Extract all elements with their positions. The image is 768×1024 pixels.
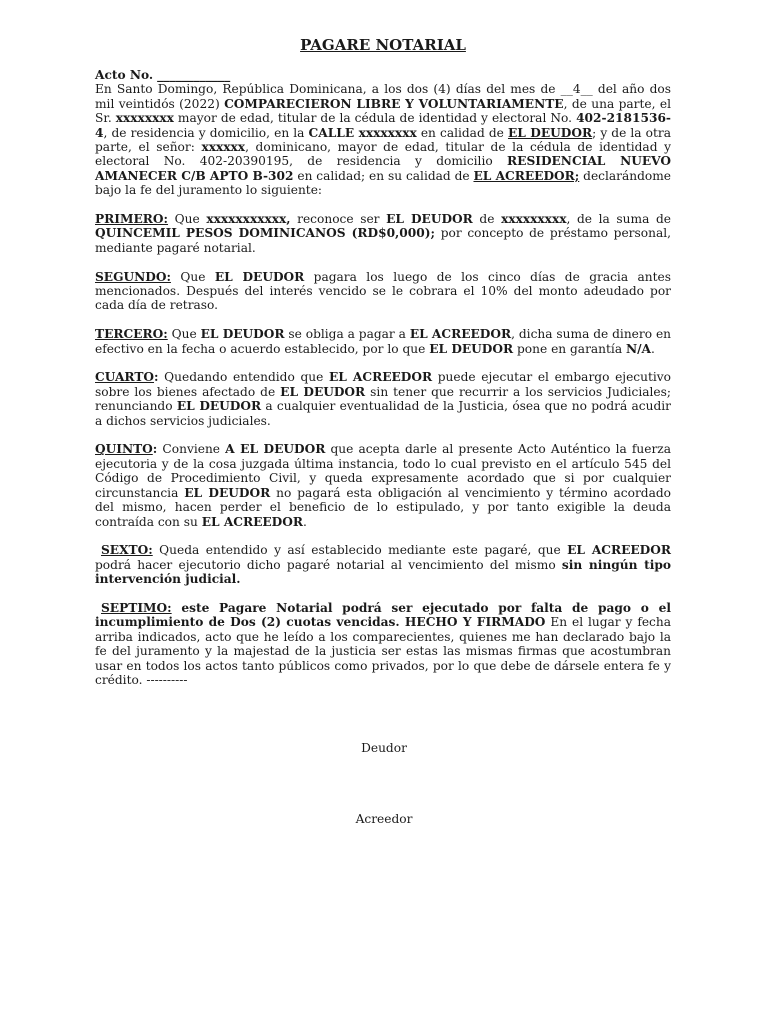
clause-bold: QUINCEMIL PESOS DOMINICANOS (RD$0,000); [95,226,435,241]
clause-bold: EL ACREEDOR [201,514,303,529]
intro-bold: xxxxxxxx [115,111,174,126]
clause-text: reconoce ser [290,212,387,227]
clause-bold: EL DEUDOR [184,485,271,500]
clause-text: por concepto de préstamo personal, mediante pagaré notarial. [95,226,671,255]
clause-bold: EL DEUDOR [280,384,366,399]
clause-bold: EL DEUDOR [214,269,305,284]
intro-text: en calidad de [416,125,508,140]
clause-heading: SEGUNDO: [95,269,171,284]
clause-colon: : [154,370,159,385]
intro-text: declarándome bajo la fe del juramento lo siguiente: [95,168,671,198]
intro-text: en calidad; en su calidad de [293,168,474,183]
clause-text: no pagará esta obligación al vencimiento y término acordado del mismo, hacen perder el beneficio de lo estipulado, y por tanto exigible la deuda contraída con su [95,485,671,529]
intro-text: mayor de edad, titular de la cédula de identidad y electoral No. [173,111,577,126]
clause-heading: QUINTO [95,442,153,457]
signature-acreedor: Acreedor [355,812,413,826]
intro-text: En Santo Domingo, República Dominicana, a los dos (4) días del mes de __4__ del año dos mil veintidós (2022) [95,82,671,111]
intro-bold: CALLE xxxxxxxx [308,125,417,140]
clause-bold: EL DEUDOR [200,327,285,342]
clause-quinto [95,442,671,528]
intro-text: ; y de la otra parte, el señor: [95,125,671,155]
clause-text: Que [170,269,215,284]
clause-text: podrá hacer ejecutorio dicho pagaré notarial al vencimiento del mismo [95,557,562,572]
intro-bold: RESIDENCIAL NUEVO AMANECER C/B APTO B-302 [95,154,671,183]
clause-bold: A EL DEUDOR [225,442,326,457]
intro-bold-underline: EL DEUDOR [507,125,593,140]
clause-bold: xxxxxxxxx [501,212,567,227]
clause-tercero [95,327,671,356]
clause-bold: EL DEUDOR [386,212,473,227]
clause-bold: N/A [625,341,652,356]
clause-heading: SEPTIMO: [101,600,172,615]
acto-line [95,68,671,82]
clause-text: . [303,514,307,529]
intro-text: , de una parte, el Sr. [95,96,671,126]
clause-text: , dicha suma de dinero en efectivo en la fecha o acuerdo establecido, por lo que [95,327,671,356]
clause-bold: xxxxxxxxxxx, [206,212,291,227]
clause-septimo [95,601,671,687]
clause-segundo [95,270,671,313]
clause-text: de [472,212,502,227]
signature-deudor: Deudor [361,741,407,755]
clause-text: se obliga a pagar a [284,327,410,342]
clause-bold: EL ACREEDOR [567,543,671,558]
clause-bold: EL DEUDOR [176,399,262,414]
clause-text: En el lugar y fecha arriba indicados, acto que he leído a los comparecientes, quienes me han declarado bajo la fe del juramento y la majestad de la justicia ser estas las mismas firmas que acostumbran usar en todos los actos tanto públicos como privados, por lo que debe de dársele entera fe y crédito. ---------- [95,615,671,687]
clause-text: , de la suma de [566,212,671,227]
clause-bold: EL ACREEDOR [409,327,512,342]
clause-sexto [95,543,671,586]
clause-heading: PRIMERO: [95,212,169,227]
clause-bold: EL ACREEDOR [329,370,433,385]
acto-label: Acto No. [95,68,154,82]
clause-primero [95,212,671,255]
intro-bold-underline: EL ACREEDOR; [473,168,580,183]
clause-text: Conviene [157,442,226,457]
clause-cuarto [95,370,671,428]
clause-text: Queda entendido y así establecido mediante este pagaré, que [152,543,568,558]
clause-bold: EL DEUDOR [429,341,514,356]
clause-text: Que [168,212,207,227]
intro-bold: 402-2181536-4 [95,111,671,140]
clause-text: puede ejecutar el embargo ejecutivo sobre los bienes afectado de [95,370,671,399]
clause-text: Que [167,327,201,342]
intro-bold: COMPARECIERON LIBRE Y VOLUNTARIAMENTE [224,96,564,111]
intro-bold: xxxxxx [201,140,246,155]
clause-heading: TERCERO: [95,327,168,342]
document-title: PAGARE NOTARIAL [300,36,466,54]
clause-bold: este Pagare Notarial podrá ser ejecutado por falta de pago o el incumplimiento de Dos (2) cuotas vencidas. HECHO Y FIRMADO [95,600,671,630]
acto-blank: ____________ [157,68,231,82]
intro-text: , de residencia y domicilio, en la [103,125,309,140]
clause-text: . [651,341,655,356]
clause-text: pone en garantía [513,341,626,356]
clause-bold: sin ningún tipo intervención judicial. [95,557,671,587]
clause-text: sin tener que recurrir a los servicios Judiciales; renunciando [95,384,671,414]
intro-text: , dominicano, mayor de edad, titular de la cédula de identidad y electoral No. 402-20390195, de residencia y domicilio [95,140,672,169]
clause-text: que acepta darle al presente Acto Auténtico la fuerza ejecutoria y de la cosa juzgada última instancia, todo lo cual previsto en el artículo 545 del Código de Procedimiento Civil, y queda expresamente acordado que si por cualquier circunstancia [95,442,671,500]
clause-text: pagara los luego de los cinco días de gracia antes mencionados. Después del interés vencido se le cobrara el 10% del monto adeudado por cada día de retraso. [95,269,671,313]
clause-text: a cualquier eventualidad de la Justicia, ósea que no podrá acudir a dichos servicios judiciales. [95,399,671,428]
document-body [95,36,671,702]
clause-colon: : [152,442,158,457]
clause-text: Quedando entendido que [158,370,330,385]
clause-heading: SEXTO: [101,543,153,558]
clause-heading: CUARTO [95,370,155,385]
intro-paragraph [95,82,671,197]
